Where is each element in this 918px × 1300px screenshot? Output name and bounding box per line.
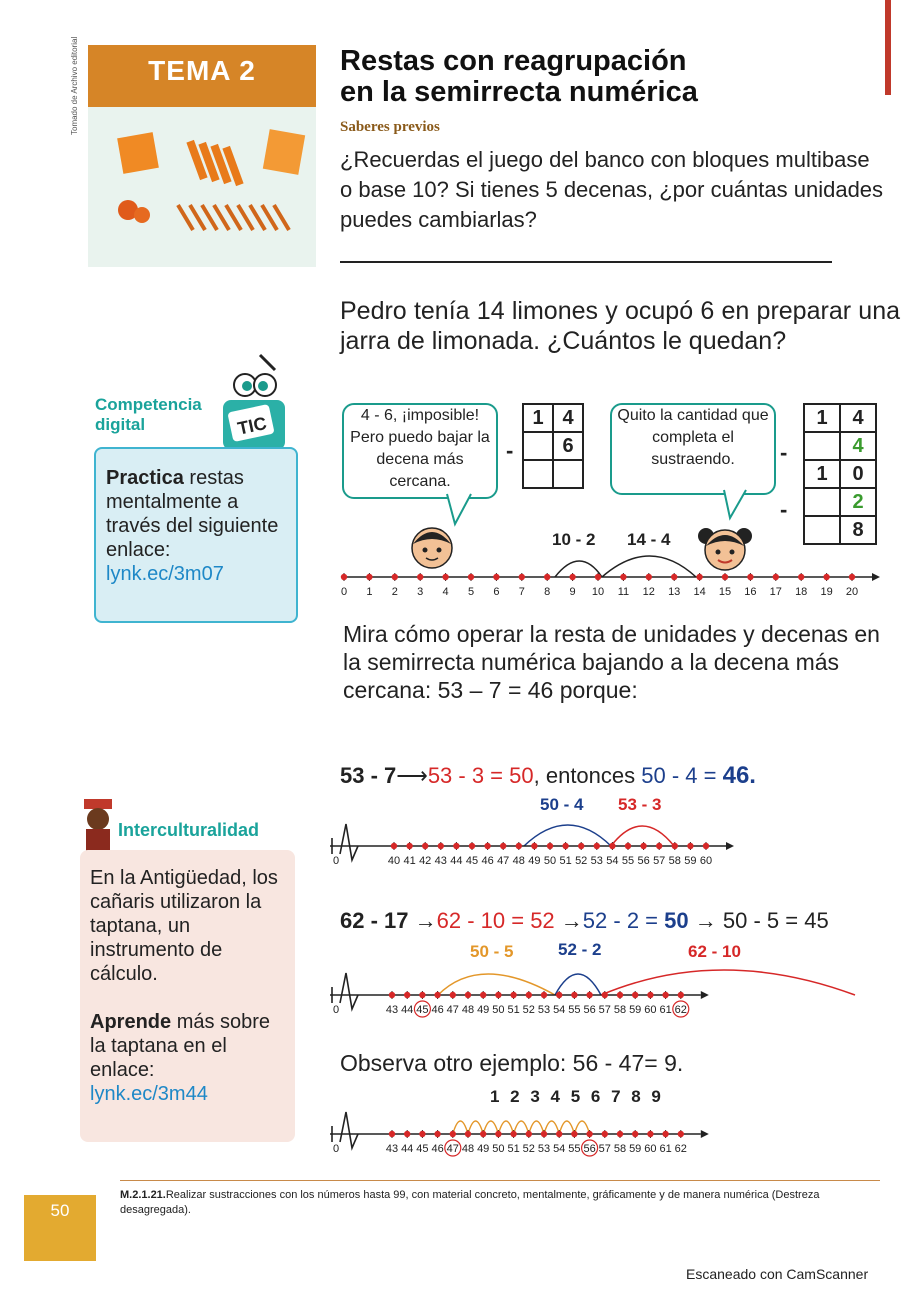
answer-line	[340, 261, 832, 263]
number-line-4-group	[330, 1112, 709, 1156]
tick-dot	[556, 1131, 562, 1137]
tick-label: 55	[568, 1004, 581, 1016]
subtraction-grid-1	[522, 403, 584, 489]
tick-label: 13	[668, 586, 681, 598]
tick-label: 0	[332, 855, 340, 867]
tick-label: 51	[507, 1004, 520, 1016]
axis-arrow-icon	[726, 842, 734, 850]
grid2-cell: 2	[840, 488, 876, 516]
tick-dot	[798, 574, 804, 580]
eq1-part-a: 53 - 7	[340, 763, 397, 788]
tick-dot	[404, 1131, 410, 1137]
arrow-icon: →	[694, 908, 717, 933]
tick-label: 17	[769, 586, 782, 598]
tick-dot	[547, 843, 553, 849]
tick-dot	[417, 574, 423, 580]
tick-dot	[703, 843, 709, 849]
speech-bubble-boy: 4 - 6, ¡imposible! Pero puedo bajar la decena más cercana.	[342, 403, 498, 499]
tick-dot	[541, 992, 547, 998]
competencia-body: restas mentalmente a través del siguiente enlace:	[106, 467, 279, 561]
tick-dot	[671, 574, 677, 580]
eq1-result: 46.	[722, 762, 756, 789]
tick-dot	[556, 992, 562, 998]
eq2-part-a: 62 - 17	[340, 908, 409, 933]
question-text: ¿Recuerdas el juego del banco con bloques multibase o base 10? Si tienes 5 decenas, ¿por cuántas unidades puedes cambiarlas?	[340, 147, 884, 232]
tick-label: 58	[668, 855, 681, 867]
tick-label: 57	[653, 855, 666, 867]
eq1-part-d: 50 - 4 =	[641, 763, 723, 788]
tick-label: 0	[332, 1004, 340, 1016]
tick-dot	[526, 1131, 532, 1137]
tick-dot	[586, 1131, 592, 1137]
tick-label: 61	[659, 1004, 672, 1016]
number-line-1-group	[341, 573, 880, 598]
tick-label: 2	[391, 586, 398, 598]
tick-dot	[773, 574, 779, 580]
tick-label: 58	[613, 1143, 627, 1155]
jump-label-14-4: 14 - 4	[627, 530, 671, 549]
saberes-previos-label: Saberes previos	[340, 119, 440, 135]
minus-sign: -	[780, 497, 788, 522]
tick-dot	[510, 992, 516, 998]
minus-sign: -	[780, 440, 788, 465]
tick-dot	[594, 843, 600, 849]
tick-dot	[422, 843, 428, 849]
tick-label: 45	[416, 1143, 429, 1155]
aprende-body: más sobre la taptana en el enlace:	[90, 1011, 271, 1081]
tick-label: 46	[431, 1004, 444, 1016]
tick-label: 48	[461, 1004, 475, 1016]
tick-label: 4	[442, 586, 449, 598]
tick-label: 59	[629, 1004, 642, 1016]
tick-dot	[484, 843, 490, 849]
standard-code: M.2.1.21.	[120, 1189, 166, 1201]
tick-dot	[341, 574, 347, 580]
tick-label: 52	[522, 1143, 535, 1155]
tick-dot	[602, 1131, 608, 1137]
tick-label: 49	[528, 855, 541, 867]
tick-dot	[586, 992, 592, 998]
tick-label: 15	[718, 586, 732, 598]
tick-dot	[450, 1131, 456, 1137]
tick-label: 54	[606, 855, 619, 867]
tick-dot	[662, 992, 668, 998]
axis-break-icon	[340, 1112, 358, 1148]
tick-dot	[468, 574, 474, 580]
tick-label: 44	[401, 1004, 414, 1016]
tick-dot	[495, 1131, 501, 1137]
aprende-block	[90, 1010, 290, 1082]
tick-dot	[516, 843, 522, 849]
subtraction-grid-2	[803, 403, 877, 545]
tick-label: 60	[644, 1004, 657, 1016]
grid1-cell	[553, 460, 583, 488]
tick-dot	[632, 992, 638, 998]
tick-label: 11	[617, 586, 630, 598]
tick-dot	[493, 574, 499, 580]
tick-label: 20	[845, 586, 859, 598]
tick-dot	[480, 992, 486, 998]
tick-label: 50	[492, 1143, 505, 1155]
tick-label: 59	[629, 1143, 642, 1155]
tick-label: 48	[461, 1143, 475, 1155]
arrow-icon: ⟶	[396, 763, 428, 788]
grid1-cell	[523, 432, 553, 460]
grid2-cell: 0	[840, 460, 876, 488]
tick-dot	[678, 992, 684, 998]
speech-bubble-girl: Quito la cantidad que completa el sustraendo.	[610, 403, 776, 495]
tick-label: 18	[795, 586, 808, 598]
tick-label: 59	[684, 855, 697, 867]
footer-divider	[120, 1180, 880, 1181]
tick-dot	[500, 843, 506, 849]
tick-label: 46	[481, 855, 494, 867]
tick-label: 54	[553, 1143, 566, 1155]
tick-label: 53	[537, 1004, 551, 1016]
tick-label: 60	[644, 1143, 657, 1155]
grid2-cell: 1	[804, 460, 840, 488]
tick-label: 43	[434, 855, 447, 867]
tick-dot	[469, 843, 475, 849]
jump-arc-52-2	[555, 974, 601, 995]
tick-dot	[617, 1131, 623, 1137]
tick-dot	[465, 992, 471, 998]
tick-label: 6	[493, 586, 500, 598]
tick-label: 40	[387, 855, 401, 867]
tick-dot	[662, 1131, 668, 1137]
axis-break-icon	[340, 824, 358, 860]
page-title	[340, 46, 900, 108]
grid1-cell	[523, 460, 553, 488]
number-line-40-60	[330, 790, 890, 875]
tick-dot	[531, 843, 537, 849]
explanation-text: Mira cómo operar la resta de unidades y decenas en la semirrecta numérica bajando a la decena más cercana: 53 – 7 = 46 porque:	[343, 621, 880, 703]
tick-dot	[389, 1131, 395, 1137]
tic-badge-text: TIC	[235, 413, 269, 439]
tick-label: 52	[575, 855, 588, 867]
tick-label: 58	[613, 1004, 627, 1016]
jump-arc-50-4	[524, 825, 611, 846]
tick-label: 62	[674, 1004, 687, 1016]
number-line-43-62-steps	[330, 1080, 890, 1160]
tick-label: 45	[416, 1004, 429, 1016]
tick-label: 8	[544, 586, 551, 598]
tick-label: 51	[559, 855, 572, 867]
problem-text: Pedro tenía 14 limones y ocupó 6 en preparar una jarra de limonada. ¿Cuántos le quedan?	[340, 297, 900, 355]
title-line-1: Restas con reagrupación	[340, 45, 687, 77]
number-line-2-group	[330, 824, 734, 867]
tick-dot	[602, 992, 608, 998]
jump-label-50-4: 50 - 4	[540, 795, 584, 814]
jump-arc-10-2	[555, 561, 602, 577]
tick-dot	[722, 574, 728, 580]
tick-label: 51	[507, 1143, 520, 1155]
tick-label: 45	[465, 855, 479, 867]
tick-dot	[646, 574, 652, 580]
tick-dot	[392, 574, 398, 580]
tick-label: 16	[744, 586, 757, 598]
tick-dot	[849, 574, 855, 580]
tick-dot	[747, 574, 753, 580]
standard-text: Realizar sustracciones con los números hasta 99, con material concreto, mentalmente, gráficamente y de manera numérica (Destreza desagregada).	[120, 1189, 820, 1216]
tick-dot	[672, 843, 678, 849]
tick-dot	[656, 843, 662, 849]
aprende-word: Aprende	[90, 1011, 172, 1033]
tick-dot	[562, 843, 568, 849]
tick-label: 57	[598, 1143, 611, 1155]
tick-dot	[541, 1131, 547, 1137]
tick-dot	[678, 1131, 684, 1137]
tick-label: 41	[403, 855, 416, 867]
page-number: 50	[50, 1201, 70, 1220]
tick-label: 10	[591, 586, 605, 598]
tick-label: 56	[583, 1143, 596, 1155]
grid1-cell: 4	[553, 404, 583, 432]
tick-dot	[510, 1131, 516, 1137]
axis-arrow-icon	[872, 573, 880, 581]
tick-label: 12	[642, 586, 655, 598]
tick-label: 5	[467, 586, 475, 598]
eq2-part-b: 62 - 10 = 52	[436, 908, 555, 933]
competencia-digital-title	[95, 395, 215, 435]
equation-2	[340, 908, 829, 934]
tick-label: 44	[401, 1143, 414, 1155]
interculturalidad-title: Interculturalidad	[118, 820, 260, 840]
eq2-part-c: 52 - 2 =	[582, 908, 665, 933]
grid2-cell	[804, 488, 840, 516]
tick-label: 50	[543, 855, 557, 867]
tick-label: 49	[477, 1143, 490, 1155]
grid2-cell	[804, 432, 840, 460]
tick-dot	[419, 992, 425, 998]
tick-dot	[696, 574, 702, 580]
arrow-icon: →	[414, 908, 437, 933]
tick-dot	[625, 843, 631, 849]
tick-label: 9	[569, 586, 576, 598]
tick-label: 56	[583, 1004, 596, 1016]
jump-label-50-5: 50 - 5	[470, 942, 514, 961]
tick-label: 56	[637, 855, 650, 867]
grid2-cell: 4	[840, 432, 876, 460]
minus-sign: -	[506, 438, 514, 463]
scanner-watermark: Escaneado con CamScanner	[686, 1266, 869, 1282]
tick-label: 49	[477, 1004, 490, 1016]
tick-label: 53	[537, 1143, 551, 1155]
tick-label: 55	[568, 1143, 581, 1155]
tick-dot	[495, 992, 501, 998]
grid1-cell: 1	[523, 404, 553, 432]
base10-blocks-illustration	[108, 120, 308, 250]
tick-label: 48	[512, 855, 525, 867]
competencia-title-line2: digital	[95, 415, 146, 434]
tick-dot	[571, 992, 577, 998]
eq2-part-e: 50 - 5 = 45	[722, 908, 829, 933]
step-arcs	[453, 1121, 590, 1134]
observe-example-text: Observa otro ejemplo: 56 - 47= 9.	[340, 1050, 684, 1076]
tick-label: 61	[659, 1143, 672, 1155]
tick-label: 50	[492, 1004, 505, 1016]
tick-dot	[406, 843, 412, 849]
eq1-part-c: , entonces	[533, 763, 642, 788]
tick-label: 0	[340, 586, 348, 598]
tick-dot	[465, 1131, 471, 1137]
tick-label: 55	[621, 855, 635, 867]
tick-dot	[442, 574, 448, 580]
jump-arc-62-10	[601, 970, 855, 995]
tick-dot	[578, 843, 584, 849]
tick-label: 3	[417, 586, 424, 598]
photo-credit: Tomado de Archivo editorial	[70, 36, 79, 135]
tick-dot	[404, 992, 410, 998]
step-numbers: 1 2 3 4 5 6 7 8 9	[490, 1087, 664, 1106]
tick-label: 47	[446, 1143, 459, 1155]
tick-label: 44	[450, 855, 463, 867]
tick-dot	[687, 843, 693, 849]
competencia-title-line1: Competencia	[95, 395, 202, 414]
tick-label: 60	[699, 855, 713, 867]
eq1-part-b: 53 - 3 = 50	[427, 763, 534, 788]
tick-dot	[391, 843, 397, 849]
tick-dot	[544, 574, 550, 580]
tick-dot	[438, 843, 444, 849]
tick-dot	[389, 992, 395, 998]
tick-label: 46	[431, 1143, 444, 1155]
curriculum-standard	[120, 1188, 880, 1218]
axis-arrow-icon	[701, 1130, 709, 1138]
jump-label-62-10: 62 - 10	[688, 942, 741, 961]
interculturalidad-text	[90, 866, 290, 1106]
axis-break-icon	[340, 973, 358, 1009]
tick-label: 43	[385, 1004, 399, 1016]
tick-dot	[519, 574, 525, 580]
number-line-43-62	[330, 935, 890, 1025]
tick-label: 54	[553, 1004, 566, 1016]
bubble-tail-girl	[722, 488, 752, 522]
jump-label-53-3: 53 - 3	[618, 795, 662, 814]
tick-label: 57	[598, 1004, 611, 1016]
equation-1	[340, 762, 756, 790]
tick-dot	[569, 574, 575, 580]
tick-dot	[647, 1131, 653, 1137]
tick-label: 47	[497, 855, 510, 867]
number-line-0-20	[330, 525, 890, 605]
axis-arrow-icon	[701, 991, 709, 999]
tick-label: 53	[590, 855, 603, 867]
tick-label: 7	[518, 586, 525, 598]
grid1-cell: 6	[553, 432, 583, 460]
tick-dot	[823, 574, 829, 580]
tick-label: 1	[366, 586, 373, 598]
grid2-cell: 8	[840, 516, 876, 544]
competencia-text	[106, 466, 296, 586]
practica-word: Practica	[106, 467, 184, 489]
tick-dot	[647, 992, 653, 998]
tick-dot	[640, 843, 646, 849]
competencia-link[interactable]: lynk.ec/3m07	[106, 563, 224, 585]
tick-dot	[595, 574, 601, 580]
eq2-part-d: 50	[664, 908, 689, 933]
tick-dot	[434, 1131, 440, 1137]
tick-dot	[450, 992, 456, 998]
tema-label: TEMA 2	[148, 55, 256, 86]
tick-dot	[617, 992, 623, 998]
title-line-2: en la semirrecta numérica	[340, 76, 698, 108]
tick-dot	[609, 843, 615, 849]
interculturalidad-link[interactable]: lynk.ec/3m44	[90, 1083, 208, 1105]
tick-label: 0	[332, 1143, 340, 1155]
tick-label: 19	[820, 586, 833, 598]
interculturalidad-body: En la Antigüedad, los cañaris utilizaron la taptana, un instrumento de cálculo.	[90, 867, 278, 985]
tick-label: 62	[674, 1143, 687, 1155]
tic-robot-icon	[205, 350, 295, 460]
tick-label: 42	[419, 855, 432, 867]
tick-dot	[419, 1131, 425, 1137]
jump-arc-50-5	[438, 974, 555, 995]
jump-label-52-2: 52 - 2	[558, 940, 602, 959]
tick-label: 43	[385, 1143, 399, 1155]
tick-label: 52	[522, 1004, 535, 1016]
tick-dot	[571, 1131, 577, 1137]
tick-dot	[526, 992, 532, 998]
tick-dot	[453, 843, 459, 849]
arrow-icon: →	[560, 908, 583, 933]
grid2-cell: 4	[840, 404, 876, 432]
tick-dot	[366, 574, 372, 580]
grid2-cell: 1	[804, 404, 840, 432]
jump-label-10-2: 10 - 2	[552, 530, 596, 549]
tick-dot	[620, 574, 626, 580]
tick-label: 47	[446, 1004, 459, 1016]
tick-dot	[480, 1131, 486, 1137]
tick-dot	[434, 992, 440, 998]
tick-dot	[632, 1131, 638, 1137]
tick-label: 14	[693, 586, 706, 598]
